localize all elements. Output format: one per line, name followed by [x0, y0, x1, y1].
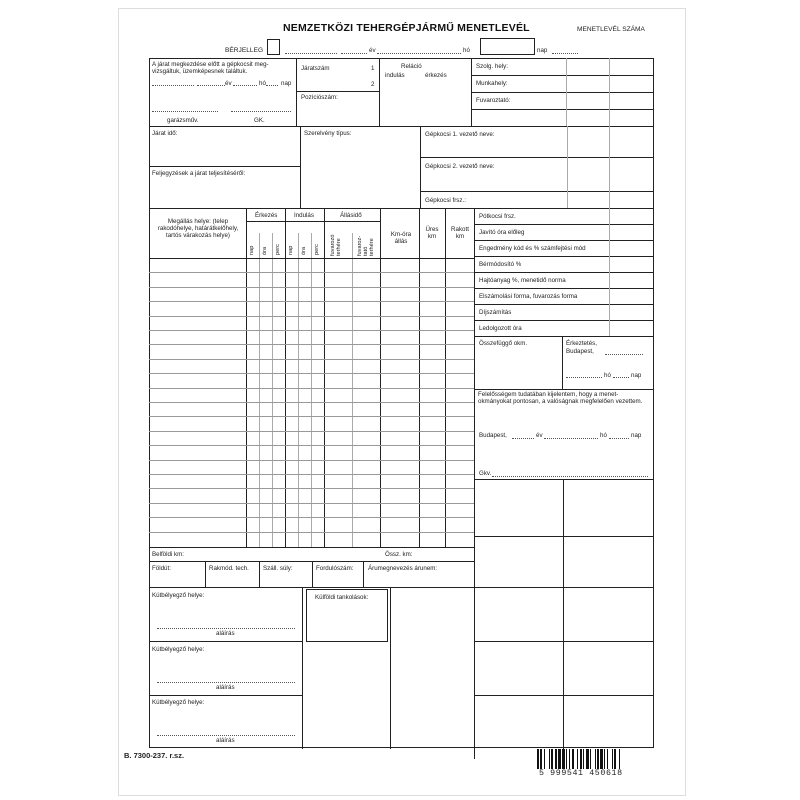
feljegyzesek-label: Feljegyzések a járat teljesítéséről:: [152, 170, 246, 177]
barcode-bar: [612, 749, 613, 769]
grid-row-line: [149, 344, 474, 345]
pozicioszam-label: Pozíciószám:: [301, 94, 338, 101]
garazsmuv-label: garázsműv.: [167, 117, 199, 124]
barcode-bar: [569, 749, 570, 769]
right-list-row-line: [474, 256, 654, 257]
barcode-bar: [549, 749, 550, 769]
barcode-bar: [558, 749, 561, 769]
jarat-1: 1: [371, 65, 375, 72]
right-list-item-label: Elszámolási forma, fuvarozás forma: [479, 293, 578, 300]
erkezes-perc: perc: [275, 244, 281, 255]
foldut-label: Földút:: [152, 565, 171, 572]
kulfoldi-label: Külföldi tankolások:: [315, 594, 369, 601]
barcode-bar: [600, 749, 602, 769]
belfoldi-km-label: Belföldi km:: [152, 551, 184, 558]
right-list-row-line: [474, 224, 654, 225]
barcode-bar: [551, 749, 553, 769]
inspection-nap: nap: [281, 80, 292, 87]
grid-row-line: [149, 330, 474, 331]
barcode-bar: [566, 749, 567, 769]
szolg-hely-label: Szolg. hely:: [476, 63, 508, 70]
barcode-bar: [595, 749, 596, 769]
vezeto2-label: Gépkocsi 2. vezető neve:: [425, 163, 495, 170]
barcode-bar: [572, 749, 574, 769]
indulas-header: Indulás: [294, 212, 314, 219]
kutbelyegzo3-label: Kútbélyegző helye:: [152, 699, 205, 706]
grid-row-line: [149, 431, 474, 432]
ossz-km-label: Össz. km:: [385, 551, 413, 558]
berjelleg-box[interactable]: [267, 39, 280, 55]
erkeztetes-nap: nap: [631, 372, 642, 379]
barcode-bar: [583, 749, 584, 769]
statement-text: Felelősségem tudatában kijelentem, hogy a menet-okmányokat pontosan, a valóságnak megfelelően vezettem.: [478, 391, 643, 406]
gepkocsi-frsz-label: Gépkocsi frsz.:: [425, 197, 466, 204]
barcode-bar: [604, 749, 605, 769]
fuvaroztato-label: Fuvaroztató:: [476, 97, 511, 104]
alairas2-label: aláírás: [216, 684, 235, 691]
header-nap: nap: [537, 47, 548, 54]
barcode-bar: [586, 749, 588, 769]
alairas1-label: aláírás: [216, 630, 235, 637]
szerelveny-label: Szerelvény típus:: [304, 130, 352, 137]
grid-row-line: [149, 503, 474, 504]
km-ora-header: Km-óra állás: [390, 231, 412, 246]
jarat-2: 2: [371, 81, 375, 88]
right-list-row-line: [474, 288, 654, 289]
right-list-row-line: [474, 272, 654, 273]
grid-row-line: [149, 359, 474, 360]
barcode-bar: [607, 749, 608, 769]
grid-row-line: [149, 488, 474, 489]
barcode-bar: [580, 749, 582, 769]
grid-row-line: [149, 460, 474, 461]
barcode-bar: [577, 749, 578, 769]
erkeztetes-budapest: Budapest,: [566, 348, 594, 355]
statement-budapest: Budapest,: [479, 432, 507, 439]
grid-row-line: [149, 416, 474, 417]
erkezes-ora: óra: [262, 246, 268, 255]
form-title: NEMZETKÖZI TEHERGÉPJÁRMŰ MENETLEVÉL: [283, 22, 530, 34]
barcode-bar: [619, 749, 620, 769]
grid-row-line: [149, 272, 474, 273]
right-list-item-label: Engedmény kód és % számfejtési mód: [479, 245, 586, 252]
gkv-label: Gkv.: [479, 470, 492, 477]
right-list-row-line: [474, 320, 654, 321]
form-code: B. 7300-237. r.sz.: [124, 751, 185, 760]
rakmod-label: Rakmód. tech.: [209, 565, 249, 572]
header-ho-box[interactable]: [480, 38, 535, 55]
rakott-km-header: Rakott km: [451, 226, 469, 241]
statement-nap: nap: [631, 432, 642, 439]
inspection-ho: hó: [259, 80, 266, 87]
jarat-ido-label: Járat idő:: [152, 130, 178, 137]
barcode-bar: [555, 749, 556, 769]
grid-row-line: [149, 388, 474, 389]
jaratszam-label: Járatszám: [301, 65, 330, 72]
relacio-erkezes: érkezés: [425, 72, 447, 79]
grid-row-line: [149, 445, 474, 446]
kutbelyegzo1-label: Kútbélyegző helye:: [152, 592, 205, 599]
berjelleg-label: BÉRJELLEG: [225, 47, 264, 54]
alairas3-label: aláírás: [216, 737, 235, 744]
arumegnevezes-label: Árumegnevezés árunem:: [368, 565, 438, 572]
fuvaroztato-terhere: fuvaroz-tató terhére: [357, 235, 375, 256]
vezeto1-label: Gépkocsi 1. vezető neve:: [425, 131, 495, 138]
waybill-number-label: MENETLEVÉL SZÁMA: [577, 26, 645, 33]
allasido-header: Állásidő: [340, 212, 362, 219]
erkeztetes-ho: hó: [604, 372, 611, 379]
right-list-row-line: [474, 240, 654, 241]
szall-suly-label: Száll. súly:: [263, 565, 293, 572]
barcode-bar: [544, 749, 545, 769]
erkezes-nap: nap: [249, 245, 255, 255]
right-list-item-label: Pótkocsi frsz.: [479, 213, 516, 220]
right-list-item-label: Díjszámítás: [479, 309, 512, 316]
grid-row-line: [149, 474, 474, 475]
barcode-bar: [562, 749, 564, 769]
barcode-bar: [540, 749, 541, 769]
kutbelyegzo2-label: Kútbélyegző helye:: [152, 646, 205, 653]
grid-row-line: [149, 532, 474, 533]
barcode-icon: [537, 749, 647, 769]
grid-row-line: [149, 373, 474, 374]
munkahely-label: Munkahely:: [476, 80, 508, 87]
grid-row-line: [149, 316, 474, 317]
grid-row-line: [149, 402, 474, 403]
waybill-form: [118, 8, 686, 796]
header-ho: hó: [463, 47, 470, 54]
fuvarozo-terhere: fuvarozó terhére: [330, 234, 342, 256]
barcode-digits: 5 999541 450618: [539, 769, 623, 778]
grid-row-line: [149, 287, 474, 288]
gk-label: GK.: [254, 117, 265, 124]
grid-row-line: [149, 301, 474, 302]
right-list-item-label: Ledolgozott óra: [479, 325, 522, 332]
relacio-label: Reláció: [401, 63, 422, 70]
right-list-item-label: Bérmódosító %: [479, 261, 522, 268]
right-list-item-label: Hajtóanyag %, menetidő norma: [479, 277, 566, 284]
barcode-bar: [614, 749, 616, 769]
erkeztetes-label: Érkeztetés,: [566, 340, 597, 347]
inspection-text: A járat megkezdése előtt a gépkocsit meg-vizsgáltuk, üzemképesnek találtuk.: [152, 61, 269, 76]
fordulo-label: Fordulószám:: [316, 565, 354, 572]
indulas-nap: nap: [288, 245, 294, 255]
erkezes-header: Érkezés: [255, 212, 278, 219]
indulas-perc: perc: [314, 244, 320, 255]
grid-row-line: [149, 517, 474, 518]
barcode-bar: [537, 749, 539, 769]
indulas-ora: óra: [301, 246, 307, 255]
ures-km-header: Üres km: [425, 226, 439, 241]
inspection-ev: év: [225, 80, 232, 87]
statement-ev: év: [536, 432, 543, 439]
megallas-header: Megállás helye: (telep rakodóhelye, határátkelőhely, tartós várakozás helye): [157, 218, 239, 240]
right-list-row-line: [474, 304, 654, 305]
barcode-bar: [590, 749, 591, 769]
header-ev: év: [369, 47, 376, 54]
right-list-item-label: Javító óra előleg: [479, 229, 525, 236]
barcode-bar: [597, 749, 599, 769]
relacio-indulas: indulás: [385, 72, 405, 79]
osszefuggo-label: Összefüggő okm.: [479, 340, 528, 347]
statement-ho: hó: [600, 432, 607, 439]
